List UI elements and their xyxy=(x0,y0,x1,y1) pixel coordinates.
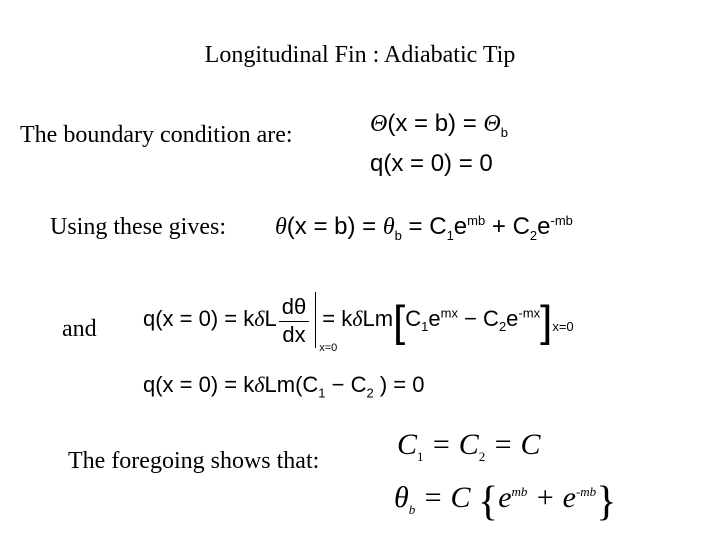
theta-symbol: θ xyxy=(382,214,395,240)
theta-b-equation xyxy=(394,478,616,526)
constant-equality xyxy=(397,428,541,465)
exp-mb: mb xyxy=(511,484,528,499)
delta-symbol: δ xyxy=(254,372,265,397)
q-rhs: Lm(C xyxy=(264,372,319,397)
c2-subscript: 2 xyxy=(498,319,507,335)
c1-subscript: 1 xyxy=(417,449,424,464)
theta-subscript: b xyxy=(408,502,416,517)
c1-subscript: 1 xyxy=(318,385,326,401)
theta-symbol: Θ xyxy=(370,111,388,137)
exp-neg-mb: -mb xyxy=(575,484,597,499)
boundary-eq-theta xyxy=(370,110,508,140)
exp-mx: mx xyxy=(440,305,458,321)
exp-neg-mb: -mb xyxy=(550,213,573,228)
evaluation-point: x=0 xyxy=(319,342,338,354)
evaluation-point: x=0 xyxy=(552,319,574,335)
delta-symbol: δ xyxy=(352,305,363,331)
theta-subscript: b xyxy=(500,124,508,140)
q-result-equation xyxy=(143,372,424,400)
theta-symbol: θ xyxy=(394,481,409,514)
exp-base: e xyxy=(453,213,468,240)
minus-c: − C xyxy=(457,305,499,331)
exp-mb: mb xyxy=(467,213,486,228)
exp-base: e xyxy=(428,305,441,331)
exp-base: e xyxy=(506,305,519,331)
left-bracket: [ xyxy=(393,296,406,346)
c-constant: = C xyxy=(485,428,541,461)
slide-title: Longitudinal Fin : Adiabatic Tip xyxy=(204,42,516,68)
and-label: and xyxy=(62,316,97,342)
and-rhs-lm: Lm xyxy=(362,305,394,331)
using-label: Using these gives: xyxy=(50,214,226,240)
c2: = C xyxy=(423,428,479,461)
evaluation-bar xyxy=(315,292,338,354)
equals-c: = C xyxy=(415,481,479,514)
foregoing-label: The foregoing shows that: xyxy=(68,448,320,474)
theta-symbol: Θ xyxy=(483,111,501,137)
derivative-fraction xyxy=(279,293,309,348)
derivative-denominator: dx xyxy=(282,321,306,347)
theta-subscript: b xyxy=(394,227,402,243)
left-brace: { xyxy=(478,479,499,525)
c2-subscript: 2 xyxy=(529,227,538,243)
boundary-eq-q: q(x = 0) = 0 xyxy=(370,150,493,177)
c2-subscript: 2 xyxy=(478,449,486,464)
using-lhs: (x = b) = xyxy=(286,213,383,240)
theta-symbol: θ xyxy=(275,214,287,240)
plus-e: + e xyxy=(527,481,576,514)
using-plus-c: + C xyxy=(485,213,530,240)
boundary-label: The boundary condition are: xyxy=(20,122,293,148)
minus-c: − C xyxy=(325,372,367,397)
exp-base: e xyxy=(537,213,551,240)
using-equation xyxy=(275,213,573,243)
exp-neg-mx: -mx xyxy=(518,305,541,321)
c1: C xyxy=(397,428,418,461)
boundary-eq1-lhs: (x = b) = xyxy=(387,110,484,137)
c1-subscript: 1 xyxy=(446,227,454,243)
and-rhs-k: = k xyxy=(322,305,353,331)
exp-base: e xyxy=(498,481,512,514)
c2-subscript: 2 xyxy=(366,385,374,401)
and-lhs: q(x = 0) = k xyxy=(143,305,255,331)
right-brace: } xyxy=(596,479,617,525)
c1-subscript: 1 xyxy=(421,319,429,335)
q-tail: ) = 0 xyxy=(373,372,425,397)
q-lhs: q(x = 0) = k xyxy=(143,372,255,397)
length-symbol: L xyxy=(264,305,277,331)
delta-symbol: δ xyxy=(254,305,265,331)
using-c: = C xyxy=(401,213,447,240)
c1: C xyxy=(405,305,422,331)
right-bracket: ] xyxy=(540,296,553,346)
and-equation xyxy=(143,292,574,354)
derivative-numerator: dθ xyxy=(279,293,309,322)
